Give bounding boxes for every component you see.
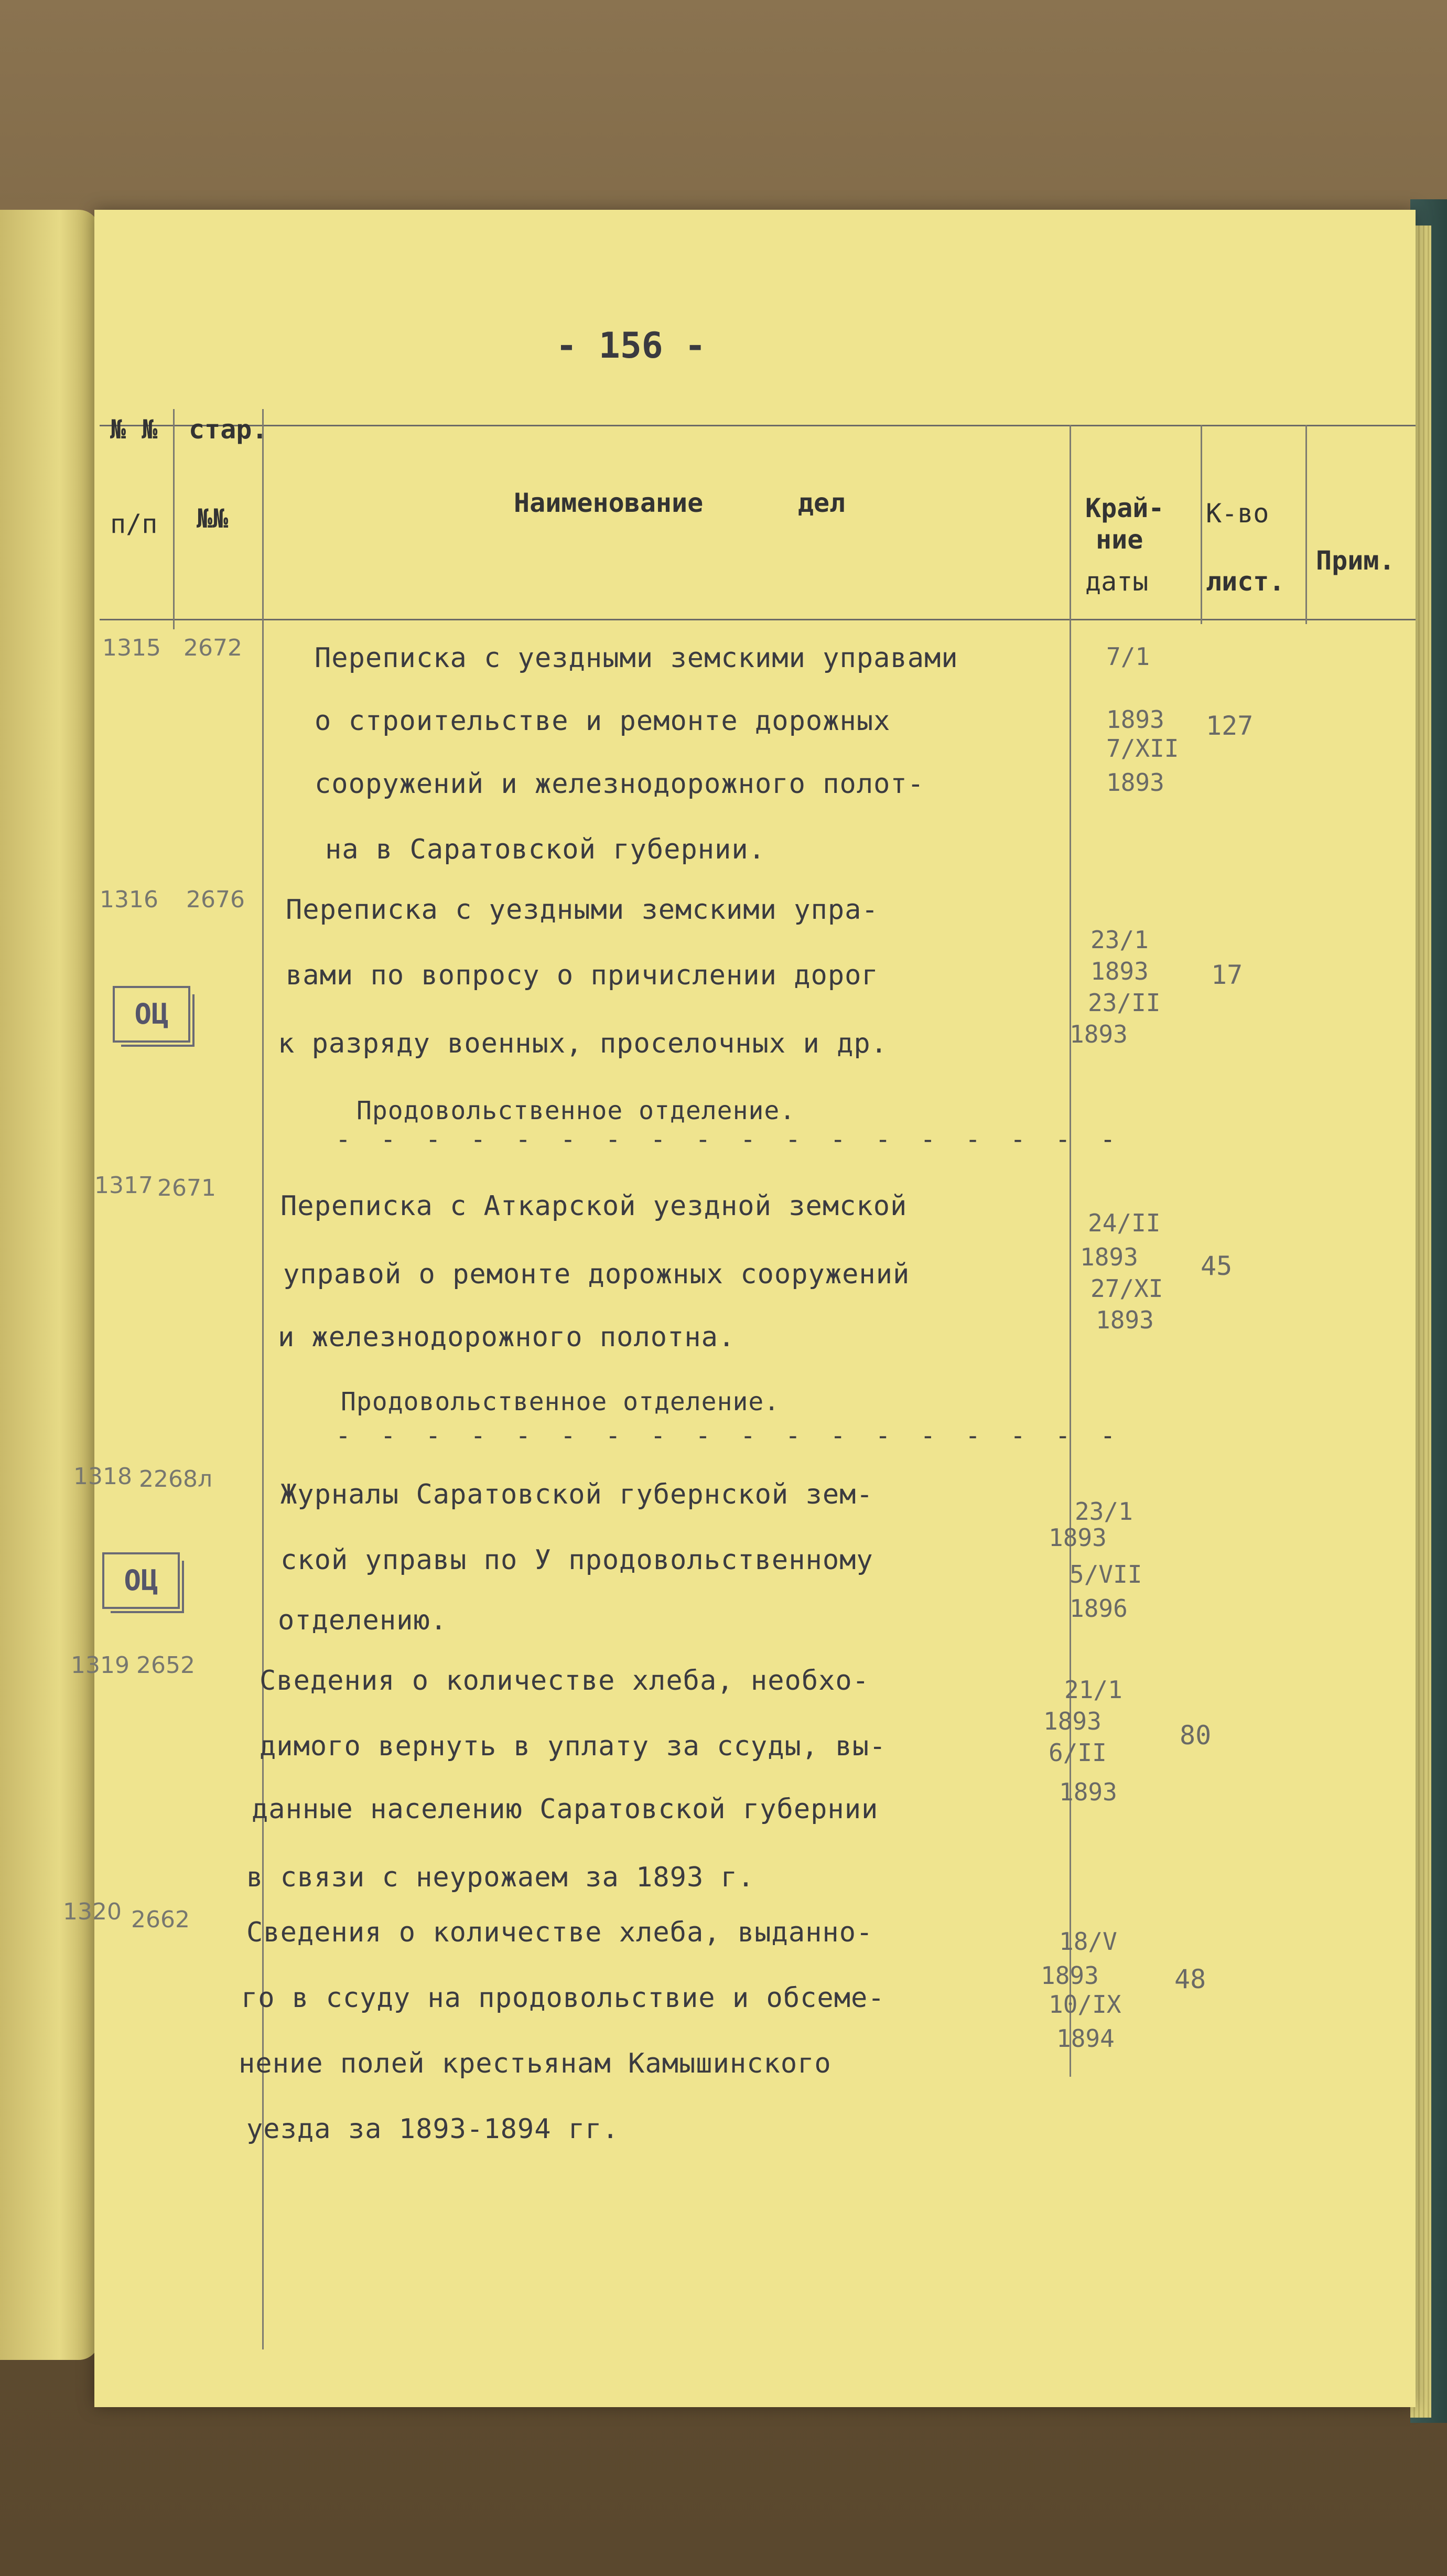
row-date: 18/V [1059,1927,1117,1956]
header-top-rule [100,425,1416,426]
row-text-line: нение полей крестьянам Камышинского [239,2048,832,2079]
row-no: 1320 [63,1898,122,1925]
book-binding [0,210,100,2360]
row-text-line: Сведения о количестве хлеба, необхо- [260,1665,870,1697]
row-date: 23/1 [1090,926,1149,954]
header-dates-mid: ние [1096,524,1143,555]
row-sheets: 127 [1206,711,1254,741]
header-notes: Прим. [1316,545,1395,576]
row-old-no: 2671 [157,1175,216,1201]
row-text-line: димого вернуть в уплату за ссуды, вы- [260,1731,887,1762]
row-old-no: 2268л [139,1466,213,1493]
row-date: 7/1 [1106,642,1150,671]
header-dates-bot: даты [1085,566,1149,597]
col-divider-3 [1070,425,1071,2077]
row-date: 1893 [1070,1020,1128,1048]
header-bottom-rule [100,619,1416,620]
page-number: - 156 - [556,325,706,367]
row-date: 21/1 [1064,1676,1122,1704]
row-no: 1318 [73,1463,132,1490]
header-title: Наименование дел [514,488,846,518]
col-divider-4 [1201,425,1202,624]
row-text-line: к разряду военных, проселочных и др. [278,1028,888,1059]
row-date: 1893 [1049,1523,1107,1552]
row-text-line: отделению. [278,1605,448,1636]
row-sheets: 80 [1180,1720,1212,1751]
oc-stamp: ОЦ [102,1552,180,1609]
row-text-line: Переписка с уездными земскими управами [315,642,958,674]
row-text-line: управой о ремонте дорожных сооружений [283,1259,910,1290]
row-date: 1893 [1043,1707,1102,1735]
row-date: 1893 [1080,1243,1138,1271]
row-old-no: 2676 [186,886,245,913]
row-text-line: вами по вопросу о причислении дорог [286,960,879,991]
header-dates-top: Край- [1085,493,1164,523]
row-no: 1317 [94,1172,153,1199]
row-sheets: 17 [1211,960,1243,990]
row-date: 1893 [1096,1306,1154,1334]
row-date: 27/XI [1090,1274,1163,1303]
row-date: 24/II [1088,1209,1161,1237]
row-old-no: 2652 [136,1652,195,1679]
col-divider-5 [1305,425,1307,624]
row-text-line: Переписка с уездными земскими упра- [286,894,879,926]
row-text-line: Сведения о количестве хлеба, выданно- [246,1917,873,1948]
row-date: 5/VII [1070,1560,1142,1588]
row-date: 1893 [1106,768,1164,797]
row-text-line: Переписка с Аткарской уездной земской [280,1190,908,1222]
row-text-line: в связи с неурожаем за 1893 г. [246,1862,755,1893]
col-divider-1 [173,409,175,629]
oc-stamp: ОЦ [113,986,190,1043]
row-no: 1315 [102,635,161,661]
row-no: 1316 [100,886,158,913]
row-text-line: Журналы Саратовской губернской зем- [280,1479,873,1510]
row-date: 1893 [1106,705,1164,734]
row-text-line: о строительстве и ремонте дорожных [315,705,891,737]
header-sheets-bot: лист. [1206,566,1285,597]
row-text-line: сооружений и железнодорожного полот- [315,768,925,800]
row-old-no: 2672 [183,635,242,661]
row-date: 23/1 [1075,1497,1133,1526]
row-date: 23/II [1088,989,1161,1017]
row-date: 6/II [1049,1738,1107,1767]
row-date: 1893 [1090,957,1149,985]
row-text-line: на в Саратовской губернии. [325,834,765,865]
section-heading: Продовольственное отделение. [357,1096,796,1125]
section-underline: - - - - - - - - - - - - - - - - - - [336,1421,1123,1451]
row-sheets: 45 [1201,1251,1233,1281]
section-underline: - - - - - - - - - - - - - - - - - - [336,1125,1123,1154]
row-date: 1893 [1059,1778,1117,1806]
row-old-no: 2662 [131,1906,190,1933]
header-old-bottom: №№ [197,503,229,534]
header-no-bottom: п/п [110,509,158,539]
row-date: 1894 [1056,2024,1115,2053]
row-text-line: уезда за 1893-1894 гг. [246,2113,619,2145]
row-date: 1896 [1070,1594,1128,1623]
row-text-line: данные населению Саратовской губернии [252,1794,879,1825]
header-no-top: № № [110,414,158,445]
section-heading: Продовольственное отделение. [341,1387,780,1416]
header-sheets-top: К-во [1206,498,1269,529]
row-text-line: и железнодорожного полотна. [278,1322,736,1353]
row-date: 10/IX [1049,1990,1121,2019]
row-date: 1893 [1041,1961,1099,1990]
row-no: 1319 [71,1652,129,1679]
row-sheets: 48 [1174,1964,1206,1994]
row-text-line: го в ссуду на продовольствие и обсеме- [241,1982,885,2014]
header-old-top: стар. [189,414,268,445]
row-text-line: ской управы по У продовольственному [280,1544,873,1576]
row-date: 7/XII [1106,734,1179,763]
